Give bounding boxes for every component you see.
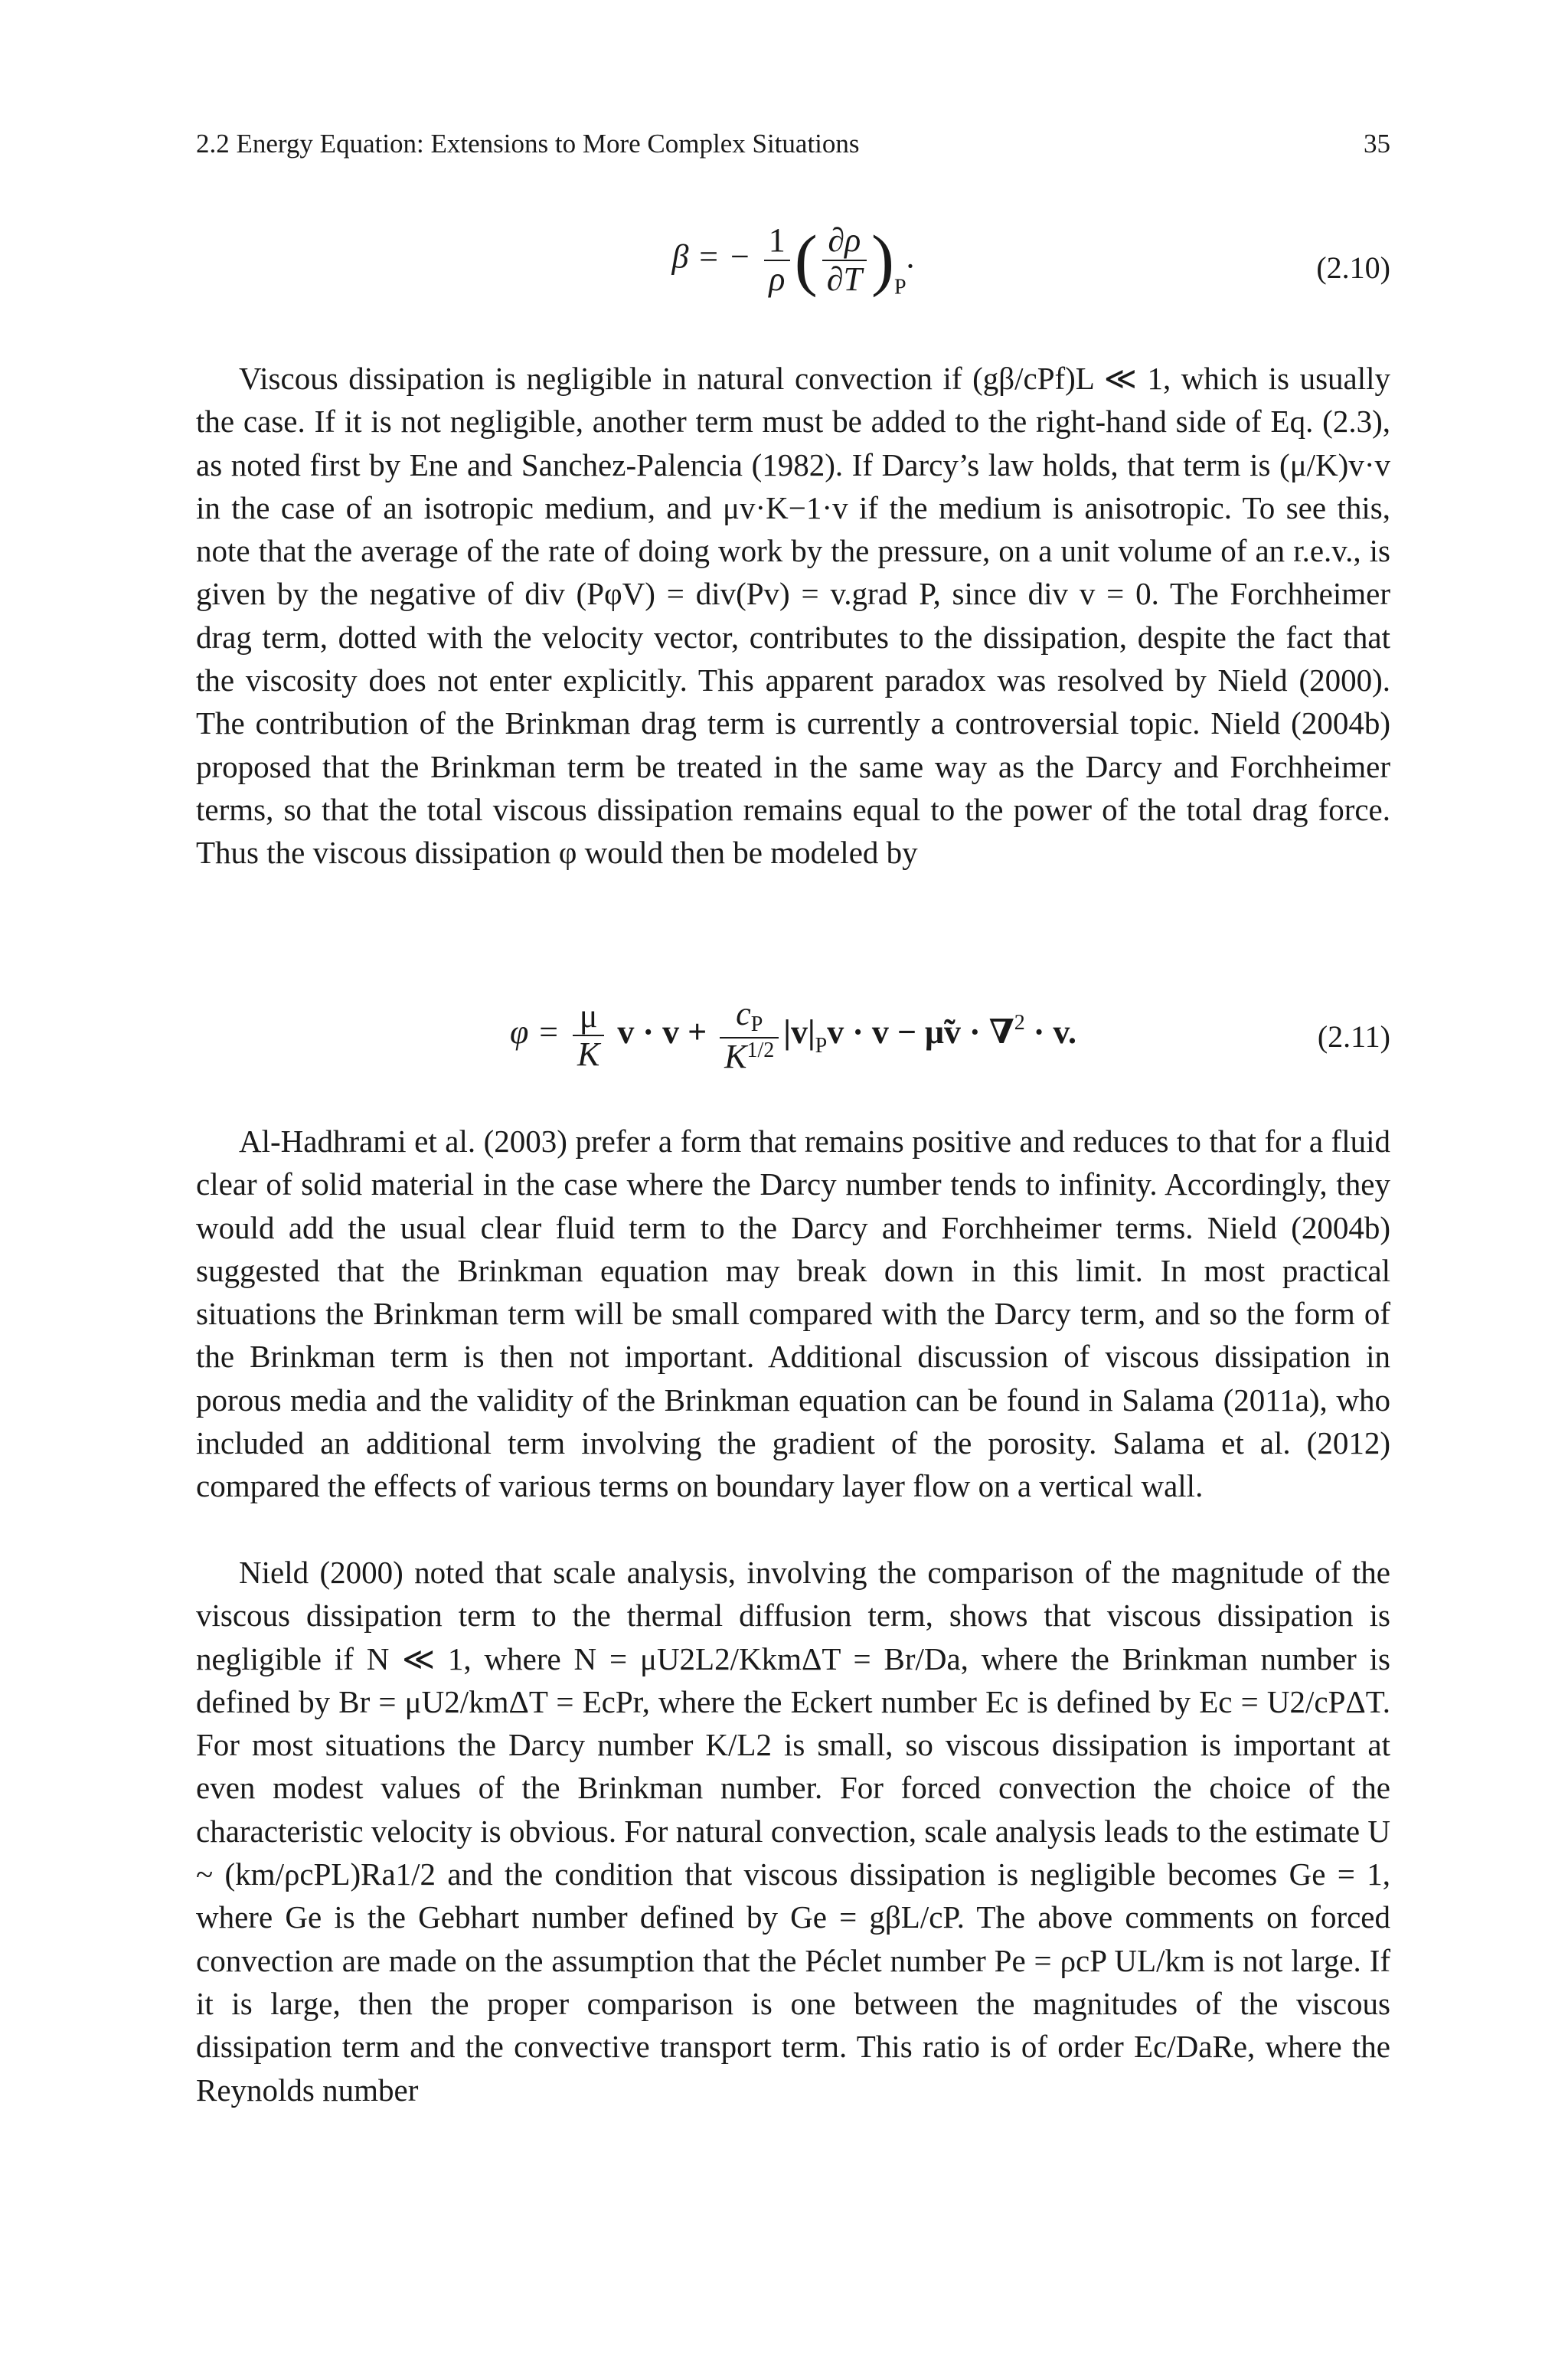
equation-number-2-10: (2.10) — [1316, 250, 1390, 285]
eq210-frac1-num: 1 — [764, 222, 790, 260]
paragraph-3 — [196, 1551, 1390, 2111]
eq211-frac2-num-wrap — [720, 996, 779, 1039]
eq210-tail: . — [906, 237, 915, 276]
left-paren: ( — [794, 222, 818, 298]
paragraph-1-text: Viscous dissipation is negligible in natural convection if (gβ/cPf)L ≪ 1, which is usually the case. If it is not negligible, another term must be added to the right-hand side of Eq. (2.3), as noted first by Ene and Sanchez-Palencia (1982). If Darcy’s law holds, that term is (μ/K)v·v in the case of an isotropic medium, and μv·K−1·v if the medium is anisotropic. To see this, note that the average of the rate of doing work by the pressure, on a unit volume of an r.e.v., is given by the negative of div (PφV) = div(Pv) = v.grad P, since div v = 0. The Forchheimer drag term, dotted with the velocity vector, contributes to the dissipation, despite the fact that the viscosity does not enter explicitly. This apparent paradox was resolved by Nield (2000). The contribution of the Brinkman drag term is currently a controversial topic. Nield (2004b) proposed that the Brinkman term be treated in the same way as the Darcy and Forchheimer terms, so that the total viscous dissipation remains equal to the power of the total drag force. Thus the viscous dissipation φ would then be modeled by — [196, 361, 1390, 871]
eq211-frac2-den-wrap — [720, 1039, 779, 1075]
eq211-frac2-num: c — [736, 995, 751, 1032]
eq211-frac1-den: K — [577, 1035, 600, 1074]
eq211-frac-mu-over-k — [573, 998, 604, 1074]
eq210-frac2-den: ∂T — [826, 260, 862, 298]
eq211-tail: |v| — [783, 1013, 815, 1052]
eq210-frac1-den: ρ — [769, 260, 786, 298]
right-paren: ) — [871, 222, 894, 298]
section-title: 2.2 Energy Equation: Extensions to More Complex Situations — [196, 129, 860, 159]
eq211-frac2-den: K — [724, 1037, 747, 1075]
eq210-frac-one-over-rho — [764, 222, 790, 298]
equation-2-11 — [196, 996, 1390, 1088]
eq210-lhs: β = − — [671, 237, 751, 276]
paragraph-2 — [196, 1120, 1390, 1508]
eq211-frac-cp-over-k — [720, 996, 779, 1075]
eq211-frac2-den-sup: 1/2 — [746, 1038, 775, 1062]
paragraph-3-text: Nield (2000) noted that scale analysis, involving the comparison of the magnitude of the viscous dissipation term to the thermal diffusion term, shows that viscous dissipation is negligible if N ≪ 1, where N = μU2L2/KkmΔT = Br/Da, where the Brinkman number is defined by Br = μU2/kmΔT = EcPr, where the Eckert number Ec is defined by Ec = U2/cPΔT. For most situations the Darcy number K/L2 is small, so viscous dissipation is important at even modest values of the Brinkman number. For forced convection the choice of the characteristic velocity is obvious. For natural convection, scale analysis leads to the estimate U ~ (km/ρcPL)Ra1/2 and the condition that viscous dissipation is negligible becomes Ge = 1, where Ge is the Gebhart number defined by Ge = gβL/cP. The above comments on forced convection are made on the assumption that the Péclet number Pe = ρcP UL/km is not large. If it is large, then the proper comparison is one between the magnitudes of the viscous dissipation term and the convective transport term. This ratio is of order Ec/DaRe, where the Reynolds number — [196, 1555, 1390, 2108]
eq211-frac1-num: μ — [573, 998, 604, 1036]
eq211-tail-sub: P — [815, 1034, 828, 1058]
running-header — [196, 126, 1390, 162]
eq210-frac-partial — [822, 222, 867, 298]
eq210-frac2-num: ∂ρ — [822, 222, 867, 260]
eq211-tail3: · v. — [1024, 1013, 1076, 1052]
eq211-lhs: φ = — [509, 1013, 560, 1052]
paragraph-1 — [196, 357, 1390, 875]
page-number: 35 — [1364, 129, 1390, 159]
eq211-mid: v · v + — [617, 1013, 707, 1052]
eq211-frac2-num-sub: P — [750, 1012, 763, 1036]
eq211-tail2: v · v − μ̃v · ∇ — [827, 1013, 1014, 1052]
paragraph-2-text: Al-Hadhrami et al. (2003) prefer a form that remains positive and reduces to that for a fluid clear of solid material in the case where the Darcy number tends to infinity. Accordingly, they would add the usual clear fluid term to the Darcy and Forchheimer terms. Nield (2004b) suggested that the Brinkman equation may break down in this limit. In most practical situations the Brinkman term will be small compared with the Darcy term, and so the form of the Brinkman term is then not important. Additional discussion of viscous dissipation in porous media and the validity of the Brinkman equation can be found in Salama (2011a), who included an additional term involving the gradient of the porosity. Salama et al. (2012) compared the effects of various terms on boundary layer flow on a vertical wall. — [196, 1124, 1390, 1504]
eq211-tail2-sup: 2 — [1014, 1011, 1025, 1035]
equation-2-10 — [196, 221, 1390, 320]
eq210-subscript: P — [893, 275, 906, 299]
equation-number-2-11: (2.11) — [1317, 1019, 1390, 1054]
